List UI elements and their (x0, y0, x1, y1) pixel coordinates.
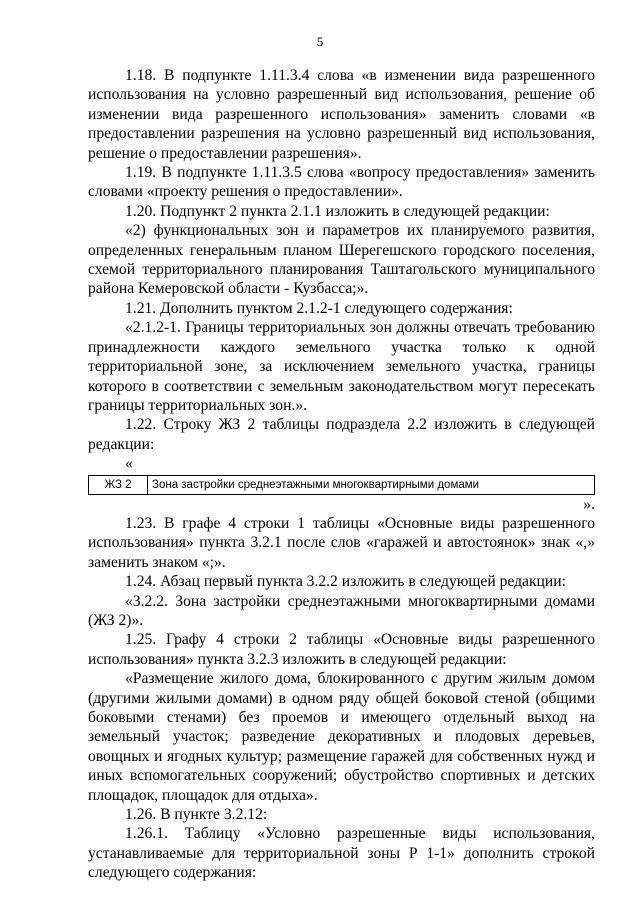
paragraph-1-22: 1.22. Строку ЖЗ 2 таблицы подраздела 2.2 изложить в следующей редакции: (88, 416, 595, 453)
paragraph-1-24-text: «3.2.2. Зона застройки среднеэтажными многоквартирными домами (ЖЗ 2)». (88, 592, 595, 629)
zone-name-cell: Зона застройки среднеэтажными многоквартирными домами (148, 475, 595, 494)
paragraph-1-20: 1.20. Подпункт 2 пункта 2.1.1 изложить в следующей редакции: (125, 202, 550, 220)
paragraph-1-25-text: «Размещение жилого дома, блокированного с другим жилым домом (другими жилыми домами) в одном ряду общей боковой стеной (общими боковыми стенами) без проемов и имеющего отдельный выход на земельный участок; разведение декоративных и плодовых деревьев, овощных и ягодных культур; размещение гаражей для собственных нужд и иных вспомогательных сооружений; обустройство спортивных и детских площадок, площадок для отдыха». (88, 670, 595, 804)
paragraph-1-26-1: 1.26.1. Таблицу «Условно разрешенные виды использования, устанавливаемые для территориальной зоны Р 1-1» дополнить строкой следующего содержания: (88, 825, 595, 882)
paragraph-1-24: 1.24. Абзац первый пункта 3.2.2 изложить в следующей редакции: (125, 573, 566, 591)
paragraph-1-21: 1.21. Дополнить пунктом 2.1.2-1 следующего содержания: (125, 299, 513, 317)
paragraph-1-21-text: «2.1.2-1. Границы территориальных зон должны отвечать требованию принадлежности каждого земельного участка только к одной территориальной зоне, за исключением земельного участка, границы которого в соответствии с земельным законодательством могут пересекать границы территориальных зон.». (88, 319, 595, 414)
table-close-quote: ». (583, 495, 595, 513)
zone-code-cell: ЖЗ 2 (89, 475, 148, 494)
paragraph-1-18: 1.18. В подпункте 1.11.3.4 слова «в изменении вида разрешенного использования на условно разрешенный вид использования, решение об изменении вида разрешенного использования» заменить словами «в предоставлении разрешения на условно разрешенный вид использования, решение о предоставлении разрешения». (88, 67, 595, 162)
paragraph-1-23: 1.23. В графе 4 строки 1 таблицы «Основные виды разрешенного использования» пункта 3.2.1 после слов «гаражей и автостоянок» знак «,» заменить знаком «;». (88, 514, 595, 571)
zone-table (88, 475, 595, 495)
table-row (89, 475, 595, 494)
paragraph-1-19: 1.19. В подпункте 1.11.3.5 слова «вопросу предоставления» заменить словами «проекту решения о предоставлении». (88, 164, 595, 201)
paragraph-1-26: 1.26. В пункте 3.2.12: (125, 806, 268, 824)
table-open-quote: « (125, 455, 133, 473)
document-body (88, 66, 595, 883)
paragraph-1-25: 1.25. Графу 4 строки 2 таблицы «Основные виды разрешенного использования» пункта 3.2.3 изложить в следующей редакции: (88, 631, 595, 668)
paragraph-1-20-text: «2) функциональных зон и параметров их планируемого развития, определенных генеральным планом Шерегешского городского поселения, схемой территориального планирования Таштагольского муниципального района Кемеровской области - Кузбасса;». (88, 222, 595, 298)
page-number: 5 (316, 34, 324, 49)
